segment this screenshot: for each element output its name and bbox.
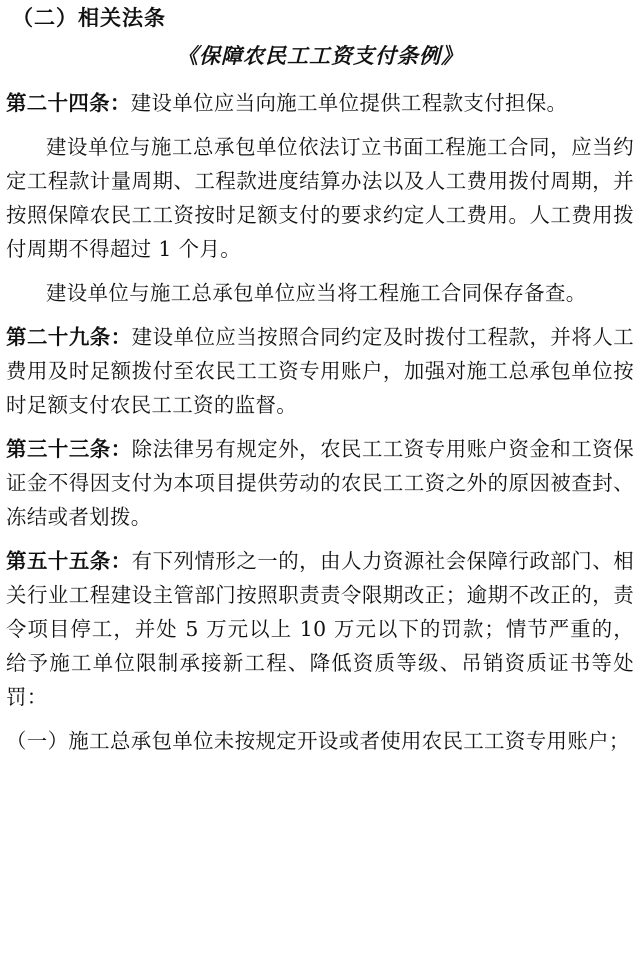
article-29-text: 建设单位应当按照合同约定及时拨付工程款，并将人工费用及时足额拨付至农民工工资专用账户，加强对施工总承包单位按时足额支付农民工工资的监督。 [6, 325, 634, 417]
article-24-text: 建设单位应当向施工单位提供工程款支付担保。 [130, 91, 568, 115]
article-24-paragraph-3: 建设单位与施工总承包单位应当将工程施工合同保存备查。 [46, 281, 587, 305]
article-29-paragraph [6, 320, 634, 422]
article-29-label: 第二十九条： [6, 325, 132, 349]
article-55-item-1: （一）施工总承包单位未按规定开设或者使用农民工工资专用账户； [6, 729, 630, 753]
article-55-label: 第五十五条： [6, 549, 132, 573]
article-55-text: 有下列情形之一的，由人力资源社会保障行政部门、相关行业工程建设主管部门按照职责责令限期改正；逾期不改正的，责令项目停工，并处 5 万元以上 10 万元以下的罚款；情节严重的，给予施工单位限制承接新工程、降低资质等级、吊销资质证书等处罚： [6, 549, 634, 709]
article-24-paragraph-2: 建设单位与施工总承包单位依法订立书面工程施工合同，应当约定工程款计量周期、工程款进度结算办法以及人工费用拨付周期，并按照保障农民工工资按时足额支付的要求约定人工费用。人工费用拨付周期不得超过 1 个月。 [6, 135, 634, 261]
article-55-paragraph [6, 544, 634, 714]
document-title: 《保障农民工工资支付条例》 [177, 43, 463, 68]
section-heading: （二）相关法条 [12, 5, 166, 30]
article-24-label: 第二十四条： [6, 91, 131, 115]
article-24-paragraph [6, 86, 634, 120]
article-33-label: 第三十三条： [6, 437, 132, 461]
article-33-paragraph [6, 432, 634, 534]
document-page [0, 4, 640, 954]
article-33-text: 除法律另有规定外，农民工工资专用账户资金和工资保证金不得因支付为本项目提供劳动的农民工工资之外的原因被查封、冻结或者划拨。 [6, 437, 634, 529]
